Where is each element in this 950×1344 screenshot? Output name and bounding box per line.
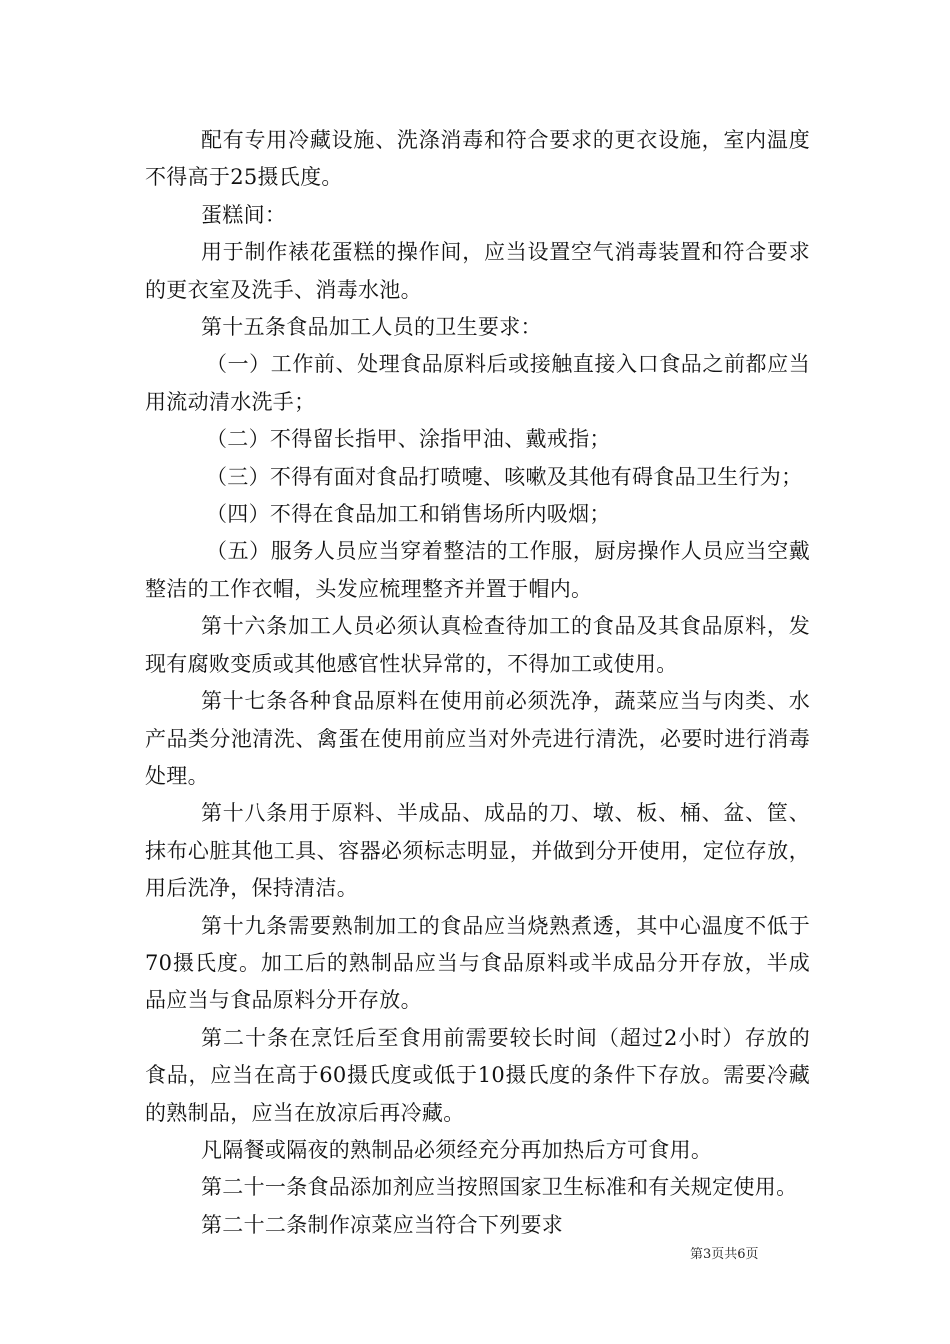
paragraph-item-1: （一）工作前、处理食品原料后或接触直接入口食品之前都应当用流动清水洗手； (145, 352, 810, 414)
paragraph-article-20: 第二十条在烹饪后至食用前需要较长时间（超过2小时）存放的食品，应当在高于60摄氏度或低于10摄氏度的条件下存放。需要冷藏的熟制品，应当在放凉后再冷藏。 (145, 1025, 810, 1125)
paragraph-article-21: 第二十一条食品添加剂应当按照国家卫生标准和有关规定使用。 (201, 1175, 798, 1200)
paragraph-article-16: 第十六条加工人员必须认真检查待加工的食品及其食品原料，发现有腐败变质或其他感官性状异常的，不得加工或使用。 (145, 614, 810, 676)
page-number-footer: 第3页共6页 (690, 1247, 759, 1262)
paragraph-article-22: 第二十二条制作凉菜应当符合下列要求 (201, 1212, 564, 1237)
paragraph-item-5: （五）服务人员应当穿着整洁的工作服，厨房操作人员应当空戴整洁的工作衣帽，头发应梳理整齐并置于帽内。 (145, 539, 810, 601)
paragraph-reheat: 凡隔餐或隔夜的熟制品必须经充分再加热后方可食用。 (201, 1137, 713, 1162)
paragraph-article-17: 第十七条各种食品原料在使用前必须洗净，蔬菜应当与肉类、水产品类分池清洗、禽蛋在使用前应当对外壳进行清洗，必要时进行消毒处理。 (145, 689, 810, 788)
paragraph-item-4: （四）不得在食品加工和销售场所内吸烟； (206, 502, 611, 527)
paragraph-article-18: 第十八条用于原料、半成品、成品的刀、墩、板、桶、盆、筐、抹布心脏其他工具、容器必须标志明显，并做到分开使用，定位存放，用后洗净，保持清洁。 (145, 801, 810, 901)
document-body (145, 122, 810, 1244)
paragraph-item-3: （三）不得有面对食品打喷嚏、咳嗽及其他有碍食品卫生行为； (206, 464, 803, 489)
paragraph-article-19: 第十九条需要熟制加工的食品应当烧熟煮透，其中心温度不低于70摄氏度。加工后的熟制品应当与食品原料或半成品分开存放，半成品应当与食品原料分开存放。 (145, 913, 810, 1013)
paragraph-article-15: 第十五条食品加工人员的卫生要求： (201, 315, 542, 340)
paragraph-cold-storage: 配有专用冷藏设施、洗涤消毒和符合要求的更衣设施，室内温度不得高于25摄氏度。 (145, 128, 810, 190)
paragraph-cake-room: 用于制作裱花蛋糕的操作间，应当设置空气消毒装置和符合要求的更衣室及洗手、消毒水池。 (145, 240, 810, 302)
paragraph-cake-room-heading: 蛋糕间： (201, 202, 287, 227)
paragraph-item-2: （二）不得留长指甲、涂指甲油、戴戒指； (206, 427, 611, 452)
